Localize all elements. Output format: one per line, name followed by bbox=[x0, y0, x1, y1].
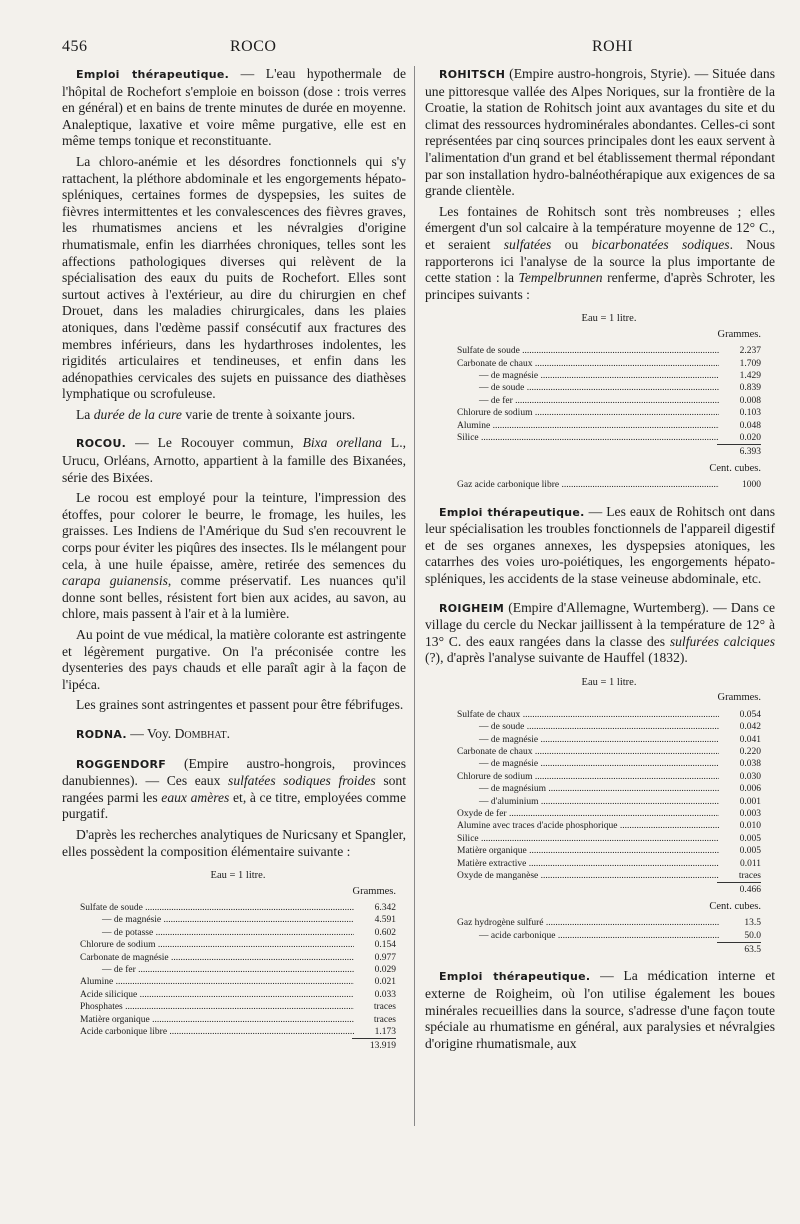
row-label: Oxyde de manganèse ..... bbox=[457, 870, 719, 882]
entry-heading-roggendorf: ROGGENDORF bbox=[76, 757, 167, 771]
table-row bbox=[457, 721, 761, 733]
row-value: 0.041 bbox=[739, 734, 761, 745]
entry-heading-rodna: RODNA. bbox=[76, 727, 127, 741]
row-label: — de fer ..... bbox=[457, 395, 719, 407]
table-unit: Grammes. bbox=[717, 328, 761, 340]
indications-paragraph: La chloro-anémie et les désordres fonctionnels qui s'y rattachent, la pléthore abdominale et les engorgements hépato-spléniques, certaines formes de dyspepsies, les suites de fièvres intermittentes et les convalescences des fièvres graves, les rhumatismes anciens et les névralgies d'origine rhumatismale, enfin les diarrhées chroniques, telles sont les affections pathologiques diverses qui relèvent de la spécialisation des eaux du puits de Rochefort. Elles sont surtout actives à l'extérieur, au dire du chirurgien en chef Drouet, dans les maladies chirurgicales, dans les plaies atoniques, dans l'œdème passif consécutif aux fractures des membres inférieurs, dans les hydarthroses indolentes, les rigidités articulaires et tendineuses, et enfin dans les adénopathies cervicales des sujets en puissance des diathèses lymphatique ou scrofuleuse. bbox=[62, 153, 406, 402]
row-value: 1.173 bbox=[374, 1027, 396, 1037]
section-heading: Emploi thérapeutique. bbox=[439, 970, 591, 984]
row-value: 4.591 bbox=[374, 915, 396, 926]
row-label: Oxyde de fer ..... bbox=[457, 808, 719, 820]
table-row bbox=[80, 927, 396, 939]
row-label: Matière organique ..... bbox=[457, 845, 719, 857]
row-value: 0.038 bbox=[739, 759, 761, 770]
table-row bbox=[457, 709, 761, 721]
table-row bbox=[80, 1001, 396, 1013]
table-row bbox=[457, 734, 761, 746]
row-label: Silice ..... bbox=[457, 432, 719, 444]
row-label: Matière organique ..... bbox=[80, 1014, 354, 1026]
row-value: 0.033 bbox=[374, 989, 396, 1000]
table-row bbox=[80, 1026, 396, 1038]
rocou-entry: ROCOU. — Le Rocouyer commun, Bixa orellana L., Urucu, Orléans, Arnotto, appartient à la famille des Bixanées, série des Bixées. bbox=[62, 435, 406, 485]
row-value: 13.5 bbox=[744, 918, 761, 929]
row-value: 1.709 bbox=[739, 358, 761, 369]
row-label: Acide carbonique libre ..... bbox=[80, 1026, 354, 1038]
row-value: 0.103 bbox=[739, 408, 761, 419]
row-value: traces bbox=[373, 1014, 396, 1025]
row-label: Sulfate de soude ..... bbox=[80, 902, 354, 914]
table-row bbox=[457, 370, 761, 382]
gas-total: 63.5 bbox=[457, 942, 761, 956]
row-label: — de magnésie ..... bbox=[457, 734, 719, 746]
table-row bbox=[457, 930, 761, 942]
table-row bbox=[457, 407, 761, 419]
table-row bbox=[457, 479, 761, 491]
row-value: 0.021 bbox=[374, 977, 396, 988]
column-divider bbox=[414, 66, 415, 1126]
table-row bbox=[457, 746, 761, 758]
row-value: 0.054 bbox=[739, 709, 761, 720]
row-value: 0.001 bbox=[739, 796, 761, 807]
right-column bbox=[425, 66, 775, 1056]
row-value: 0.029 bbox=[374, 964, 396, 975]
row-label: Chlorure de sodium ..... bbox=[80, 939, 354, 951]
row-value: traces bbox=[738, 871, 761, 882]
table-row bbox=[457, 858, 761, 870]
row-value: 0.008 bbox=[739, 395, 761, 406]
emploi-roigheim-paragraph: Emploi thérapeutique. — La médication interne et externe de Roigheim, où l'on utilise également les boues minérales recueillies dans la source, s'adresse d'une façon toute spéciale au rhumatisme en général, aux paralysies et névralgies d'origine rhumatismale, aux bbox=[425, 968, 776, 1051]
row-label: — de soude ..... bbox=[457, 721, 719, 733]
row-label: Sulfate de soude ..... bbox=[457, 345, 719, 357]
row-value: traces bbox=[373, 1002, 396, 1013]
table-unit: Grammes. bbox=[352, 885, 396, 897]
table-unit: Grammes. bbox=[717, 692, 761, 704]
table-row bbox=[457, 382, 761, 394]
row-label: Chlorure de sodium ..... bbox=[457, 771, 719, 783]
table-row bbox=[457, 820, 761, 832]
running-head-left: ROCO bbox=[230, 38, 277, 55]
row-value: 0.005 bbox=[739, 833, 761, 844]
row-label: — de magnésie ..... bbox=[80, 914, 354, 926]
table-row bbox=[80, 964, 396, 976]
row-value: 0.011 bbox=[739, 858, 761, 869]
row-label: Alumine avec traces d'acide phosphorique ..... bbox=[457, 820, 719, 832]
row-label: — de potasse ..... bbox=[80, 927, 354, 939]
table-row bbox=[80, 902, 396, 914]
row-value: 1000 bbox=[742, 480, 761, 491]
table-row bbox=[457, 833, 761, 845]
duree-paragraph: La durée de la cure varie de trente à soixante jours. bbox=[76, 406, 356, 422]
row-label: Gaz acide carbonique libre ..... bbox=[457, 479, 719, 491]
rocou-paragraph-4: Les graines sont astringentes et passent pour être fébrifuges. bbox=[76, 697, 404, 713]
row-value: 0.154 bbox=[374, 940, 396, 951]
gas-unit: Cent. cubes. bbox=[709, 462, 761, 474]
row-value: 0.006 bbox=[739, 784, 761, 795]
roigheim-entry: ROIGHEIM (Empire d'Allemagne, Wurtemberg). — Dans ce village du cercle du Neckar jaillissent à la température de 12° à 13° C. des eaux rangées dans la classe des sulfurées calciques (?), d'après l'analyse suivante de Hauffel (1832). bbox=[425, 599, 775, 666]
row-label: Carbonate de chaux ..... bbox=[457, 746, 719, 758]
row-label: Chlorure de sodium ..... bbox=[457, 407, 719, 419]
table-row bbox=[457, 783, 761, 795]
row-value: 0.005 bbox=[739, 846, 761, 857]
table-caption: Eau = 1 litre. bbox=[581, 676, 637, 688]
row-value: 50.0 bbox=[744, 930, 761, 941]
gas-unit: Cent. cubes. bbox=[709, 900, 761, 912]
row-label: Alumine ..... bbox=[80, 976, 354, 988]
row-value: 0.010 bbox=[739, 821, 761, 832]
row-label: — de soude ..... bbox=[457, 382, 719, 394]
row-value: 0.020 bbox=[739, 432, 761, 443]
row-value: 0.602 bbox=[374, 927, 396, 938]
row-value: 0.042 bbox=[739, 722, 761, 733]
row-label: Sulfate de chaux ..... bbox=[457, 709, 719, 721]
table-row bbox=[457, 358, 761, 370]
left-column bbox=[62, 66, 406, 1061]
table-row bbox=[457, 758, 761, 770]
table-row bbox=[80, 914, 396, 926]
row-label: Acide silicique ..... bbox=[80, 989, 354, 1001]
table-row bbox=[457, 345, 761, 357]
table-row bbox=[457, 808, 761, 820]
entry-heading-rocou: ROCOU. bbox=[76, 437, 127, 451]
cross-reference: Dombhat. bbox=[174, 725, 231, 741]
table-total: 6.393 bbox=[457, 444, 761, 458]
row-label: Carbonate de magnésie ..... bbox=[80, 952, 354, 964]
table-total: 0.466 bbox=[457, 882, 761, 896]
table-row bbox=[457, 917, 761, 929]
roigheim-analysis-table bbox=[457, 677, 761, 957]
roggendorf-entry: ROGGENDORF (Empire austro-hongrois, provinces danubiennes). — Ces eaux sulfatées sodiques froides sont rangées parmi les eaux amères et, à ce titre, employées comme purgatif. bbox=[62, 755, 407, 822]
row-label: Carbonate de chaux ..... bbox=[457, 358, 719, 370]
roggendorf-analysis-table bbox=[80, 870, 396, 1053]
row-value: 0.977 bbox=[374, 952, 396, 963]
rocou-paragraph-3: Au point de vue médical, la matière colorante est astringente et légèrement purgative. On l'a préconisée contre les dysenteries des pays chauds et elle paraît agir à la façon de l'ipéca. bbox=[62, 627, 406, 692]
row-label: — d'aluminium ..... bbox=[457, 796, 719, 808]
row-label: Alumine ..... bbox=[457, 420, 719, 432]
table-row bbox=[457, 420, 761, 432]
table-row bbox=[80, 952, 396, 964]
table-row bbox=[80, 939, 396, 951]
row-label: Phosphates ..... bbox=[80, 1001, 354, 1013]
table-row bbox=[457, 796, 761, 808]
section-heading: Emploi thérapeutique. bbox=[76, 68, 230, 81]
table-row bbox=[457, 870, 761, 882]
row-value: 0.048 bbox=[739, 420, 761, 431]
row-value: 0.030 bbox=[739, 771, 761, 782]
rocou-paragraph-2: Le rocou est employé pour la teinture, l'impression des étoffes, pour colorer le beurre, le fromage, les huiles, les graisses. Les Indiens de l'Amérique du Sud s'en recouvrent le corps pour éviter les piqûres des insectes. Ils le mélangent pour cela, à une huile épaisse, amère, retirée des semences du carapa guianensis, comme préservatif. Les nuances qu'il donne sont belles, résistent fort bien aux acides, au savon, au chlore, mais passent à l'air et à la lumière. bbox=[62, 490, 406, 622]
table-row bbox=[80, 976, 396, 988]
rohitsch-analysis-table bbox=[457, 313, 761, 491]
row-label: Silice ..... bbox=[457, 833, 719, 845]
row-label: Gaz hydrogène sulfuré ..... bbox=[457, 917, 719, 929]
table-caption: Eau = 1 litre. bbox=[581, 313, 637, 325]
row-value: 6.342 bbox=[374, 902, 396, 913]
rodna-entry: RODNA. — Voy. Dombhat. bbox=[76, 725, 231, 741]
rohitsch-paragraph-2: Les fontaines de Rohitsch sont très nombreuses ; elles émergent d'un sol calcaire à la température moyenne de 12° C., et seraient sulfatées ou bicarbonatées sodiques. Nous rapporterons ici l'analyse de la source la plus importante de cette station : la Tempelbrunnen renferme, d'après Schroter, les principes suivants : bbox=[425, 203, 776, 302]
emploi-rochefort-paragraph: Emploi thérapeutique. — L'eau hypothermale de l'hôpital de Rochefort s'emploie en boisson (dose : trois verres en général) et en bains de trente minutes de durée en moyenne. Analeptique, laxative et voire même purgative, elle est en même temps tonique et reconstituante. bbox=[62, 66, 407, 149]
row-label: — de fer ..... bbox=[80, 964, 354, 976]
table-row bbox=[457, 845, 761, 857]
rohitsch-entry: ROHITSCH (Empire austro-hongrois, Styrie). — Située dans une pittoresque vallée des Alpes Noriques, sur la frontière de la Croatie, la station de Rohitsch joint aux avantages du site et du climat des ressources hydrominérales abondantes. Celles-ci sont représentées par cinq sources principales dont les eaux servent à l'alimentation d'un grand et bel établissement thermal répondant par son installation hydro-balnéothérapique aux exigences de sa grande clientèle. bbox=[425, 66, 775, 199]
row-value: 0.220 bbox=[739, 746, 761, 757]
table-caption: Eau = 1 litre. bbox=[210, 870, 266, 882]
row-label: — acide carbonique ..... bbox=[457, 930, 719, 942]
page-number: 456 bbox=[62, 38, 88, 55]
row-label: — de magnésie ..... bbox=[457, 370, 719, 382]
table-row bbox=[457, 771, 761, 783]
table-row bbox=[80, 989, 396, 1001]
section-heading: Emploi thérapeutique. bbox=[439, 505, 585, 519]
entry-heading-rohitsch: ROHITSCH bbox=[439, 68, 506, 81]
roggendorf-paragraph-2: D'après les recherches analytiques de Nuricsany et Spangler, elles possèdent la composition élémentaire suivante : bbox=[62, 826, 406, 859]
emploi-rohitsch-paragraph: Emploi thérapeutique. — Les eaux de Rohitsch ont dans leur spécialisation les troubles fonctionnels de l'appareil digestif et de ses organes annexes, les dyspepsies atoniques, les catarrhes des voies uro-poiétiques, les engorgements hépato-spléniques, les accidents de la stase veineuse abdominale, etc. bbox=[425, 503, 776, 586]
row-value: 0.003 bbox=[739, 809, 761, 819]
table-row bbox=[80, 1014, 396, 1026]
row-label: Matière extractive ..... bbox=[457, 858, 719, 870]
row-value: 1.429 bbox=[739, 370, 761, 381]
row-label: — de magnésie ..... bbox=[457, 758, 719, 770]
entry-heading-roigheim: ROIGHEIM bbox=[439, 601, 505, 615]
row-value: 0.839 bbox=[739, 383, 761, 394]
row-value: 2.237 bbox=[739, 346, 761, 357]
table-row bbox=[457, 432, 761, 444]
table-row bbox=[457, 395, 761, 407]
row-label: — de magnésium ..... bbox=[457, 783, 719, 795]
table-total: 13.919 bbox=[80, 1038, 396, 1052]
running-head-right: ROHI bbox=[592, 38, 634, 55]
